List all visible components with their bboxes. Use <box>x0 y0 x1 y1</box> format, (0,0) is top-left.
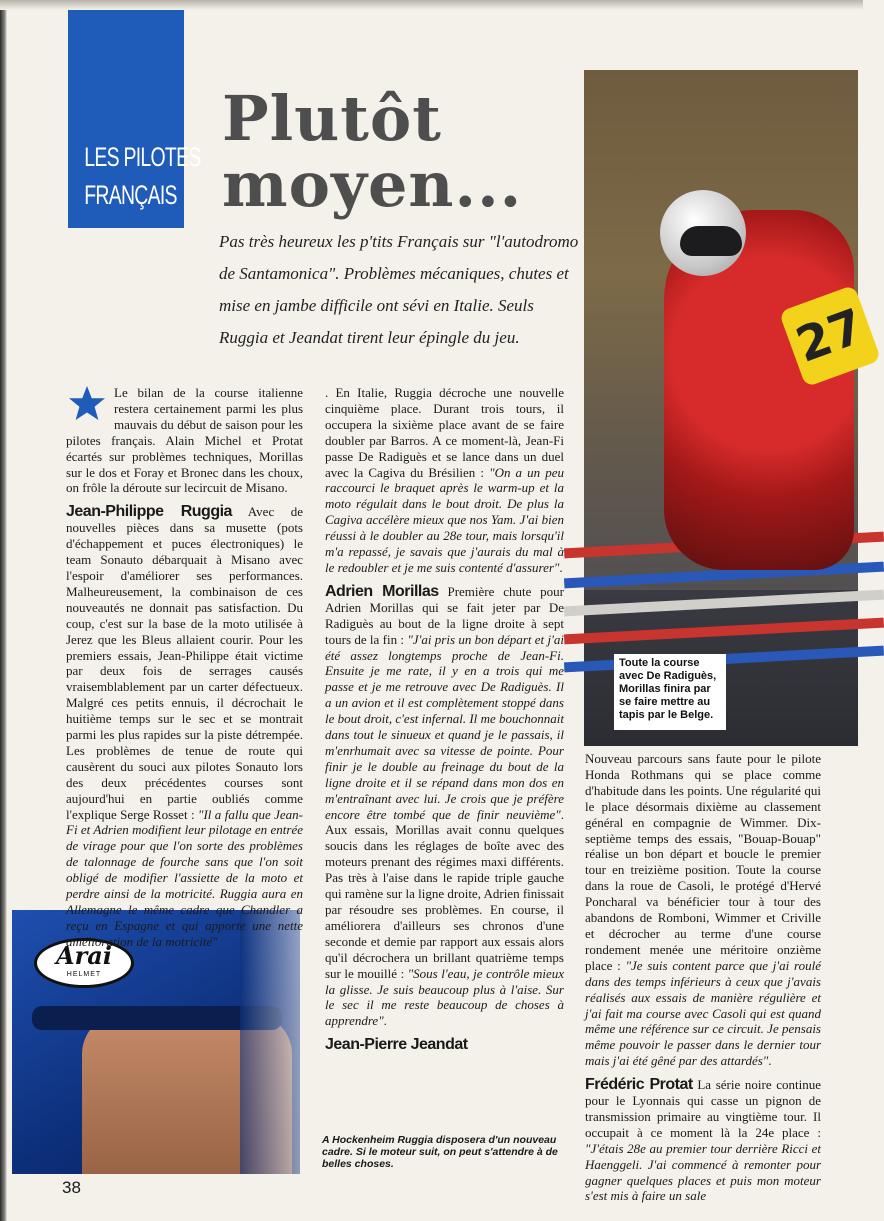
photo-caption-bottom: A Hockenheim Ruggia disposera d'un nouveau cadre. Si le moteur suit, on peut s'attendre à de belles choses. <box>322 1134 558 1170</box>
rubric-line-1: LES PILOTES <box>84 142 201 172</box>
page-spine-shadow <box>0 0 7 1221</box>
morillas-text: Première chute pour Adrien Morillas qui se fait jeter par De Radiguès au bout de la ligne droite à sept tours de la fin : <box>325 583 565 647</box>
helmet-brand: Arai <box>56 941 112 970</box>
race-photo <box>584 70 871 746</box>
text-column-3 <box>585 751 821 1204</box>
photo-caption-top: Toute la course avec De Radiguès, Morillas finira par se faire mettre au tapis par le Belge. <box>614 654 726 730</box>
ruggia-text-2: . En Italie, Ruggia décroche une nouvelle cinquième place. Durant trois tours, il occupera la sixième place avant de se faire doubler par Barros. A ce moment-là, Jean-Fi passe De Radiguès et se lance dans un duel avec la Cagiva du Brésilien : <box>325 385 564 480</box>
page-top-edge <box>0 0 863 10</box>
ruggia-quote-2: "On a un peu raccourci le braquet après le warm-up et la moto régulait dans le bout droit. De plus la Cagiva accélère mieux que nos Yam. J'ai bien réussi à le doubler au 28e tour, mais lorsqu'il m'a repassé, je savais que j'aurais du mal à le redoubler et je me suis contenté d'assurer" <box>325 464 564 575</box>
morillas-text-2: . Aux essais, Morillas avait connu quelques soucis dans les réglages de boîte avec des moteurs prenant des régimes maxi différents. Pas très à l'aise dans le rapide triple gauche qui ramène sur la ligne droite, Adrien finissait par résoudre ses problèmes. En course, il améliorera d'ailleurs ses chronos d'une seconde et demie par rapport aux essais alors qu'il décrochera un brillant quatrième temps sur le mouillé : <box>325 806 564 981</box>
ruggia-end: . <box>559 559 563 575</box>
morillas-end: . <box>383 1013 387 1029</box>
article-title <box>222 82 582 221</box>
protat-text: La série noire continue pour le Lyonnais qui casse un pignon de transmission primaire au vingtième tour. Il occupait à ce moment là la 24e place : <box>585 1077 821 1140</box>
morillas-heading: Adrien Morillas <box>325 582 439 600</box>
article-lead: Pas très heureux les p'tits Français sur "l'autodromo de Santamonica". Problèmes mécaniques, chutes et mise en jambe difficile ont sévi en Italie. Seuls Ruggia et Jeandat tirent leur épingle du jeu. <box>219 232 579 347</box>
ruggia-heading: Jean-Philippe Ruggia <box>66 503 232 521</box>
section-rubric <box>68 10 201 228</box>
text-column-1 <box>66 385 303 950</box>
page-number: 38 <box>62 1178 81 1197</box>
morillas-quote-2: "Sous l'eau, je contrôle mieux la glisse. Je suis beaucoup plus à l'aise. Sur le sec il me reste beaucoup de choses à apprendre" <box>325 965 564 1029</box>
jeandat-text: Nouveau parcours sans faute pour le pilote Honda Rothmans qui se place comme d'habitude dans les points. Une régularité qui le place désormais dixième au classement général en compagnie de Wimmer. Dix-septième temps des essais, "Bouap-Bouap" réalise un bon départ et boucle le premier tour en treizième position. Toute la course dans la roue de Casoli, le protégé d'Hervé Poncharal va bénéficier tour à tour des abandons de Romboni, Wimmer et Criville et décrocher au terme d'une course rondement menée une méritoire onzième place : <box>585 751 821 973</box>
helmet-brand-sub: HELMET <box>66 971 102 978</box>
jeandat-quote: "Je suis content parce que j'ai roulé dans des temps inférieurs à ceux que j'avais réalisés aux essais de manière régulière et j'ai fait ma course avec Casoli qui est quand même une référence sur ce circuit. Je pensais même pouvoir le passer dans le dernier tour mais j'ai été gêné par des attardés" <box>585 957 821 1069</box>
rubric-line-2: FRANÇAIS <box>84 180 177 210</box>
title-line-2: moyen... <box>222 148 523 221</box>
protat-quote: "J'étais 28e au premier tour derrière Ricci et Haenggeli. J'ai commencé à remonter pour gagner quelques places et puis mon moteur s'est mis à faire un sale <box>585 1140 821 1204</box>
star-icon <box>68 385 106 421</box>
morillas-quote: "J'ai pris un bon départ et j'ai été assez longtemps proche de Jean-Fi. Ensuite je me rate, il y en a trois qui me passe et je me retrouve avec De Radiguès. Il a un avion et il est complètement stoppé dans le bout droit, c'est infernal. Il me bouchonnait dans tout le sinueux et quand je le passais, il m'enrhumait avec sa vitesse de pointe. Pour finir je le double au freinage du bout de la ligne droite et il se répand dans mon dos en m'entraînant avec lui. Je crois que je préfère encore être tombé que de finir neuvième" <box>325 631 564 822</box>
jeandat-heading: Jean-Pierre Jeandat <box>325 1036 468 1054</box>
helmet-visor <box>680 226 742 256</box>
race-number-plate: 27 <box>779 285 882 388</box>
text-column-2 <box>325 385 564 1053</box>
ruggia-quote: "Il a fallu que Jean-Fi et Adrien modifient leur pilotage en entrée de virage pour que l'on sorte des problèmes de talonnage de fourche sans que l'on soit obligé de modifier l'assiette de la moto et perdre ainsi de la motricité. Ruggia aura en Allemagne le même cadre que Chandler a reçu en Espagne et qui apporte une nette amélioration de la motricité" <box>66 806 303 949</box>
jeandat-end: . <box>768 1053 772 1069</box>
protat-heading: Frédéric Protat <box>585 1076 693 1094</box>
intro-paragraph: Le bilan de la course italienne restera certainement parmi les plus mauvais du début de saison pour les pilotes français. Alain Michel et Protat écartés sur problèmes techniques, Morillas sur le dos et Foray et Bronec dans les choux, on frôle la déroute sur lecircuit de Misano. <box>66 385 303 496</box>
ruggia-text: Avec de nouvelles pièces dans sa musette (pots d'échappement et puces électroniques) le team Sonauto débarquait à Misano avec l'espoir d'améliorer ses performances. Malheureusement, la combinaison de ces nouveautés ne donnait pas satisfaction. Du coup, c'est sur la base de la moto utilisée à Jerez que les Bleus allaient courir. Pour les premiers essais, Jean-Philippe était victime par deux fois de serrages causés vraisemblablement par un carter défectueux. Malgré ces petits ennuis, il décrochait le huitième temps sur le sec et se montrait parmi les plus rapides sur la piste détrempée. Les problèmes de tenue de route qui causèrent du souci aux pilotes Sonauto lors des deux précédentes courses sont aujourd'hui en partie oubliés comme l'explique Serge Rosset : <box>66 504 303 822</box>
title-line-1: Plutôt <box>222 82 442 155</box>
